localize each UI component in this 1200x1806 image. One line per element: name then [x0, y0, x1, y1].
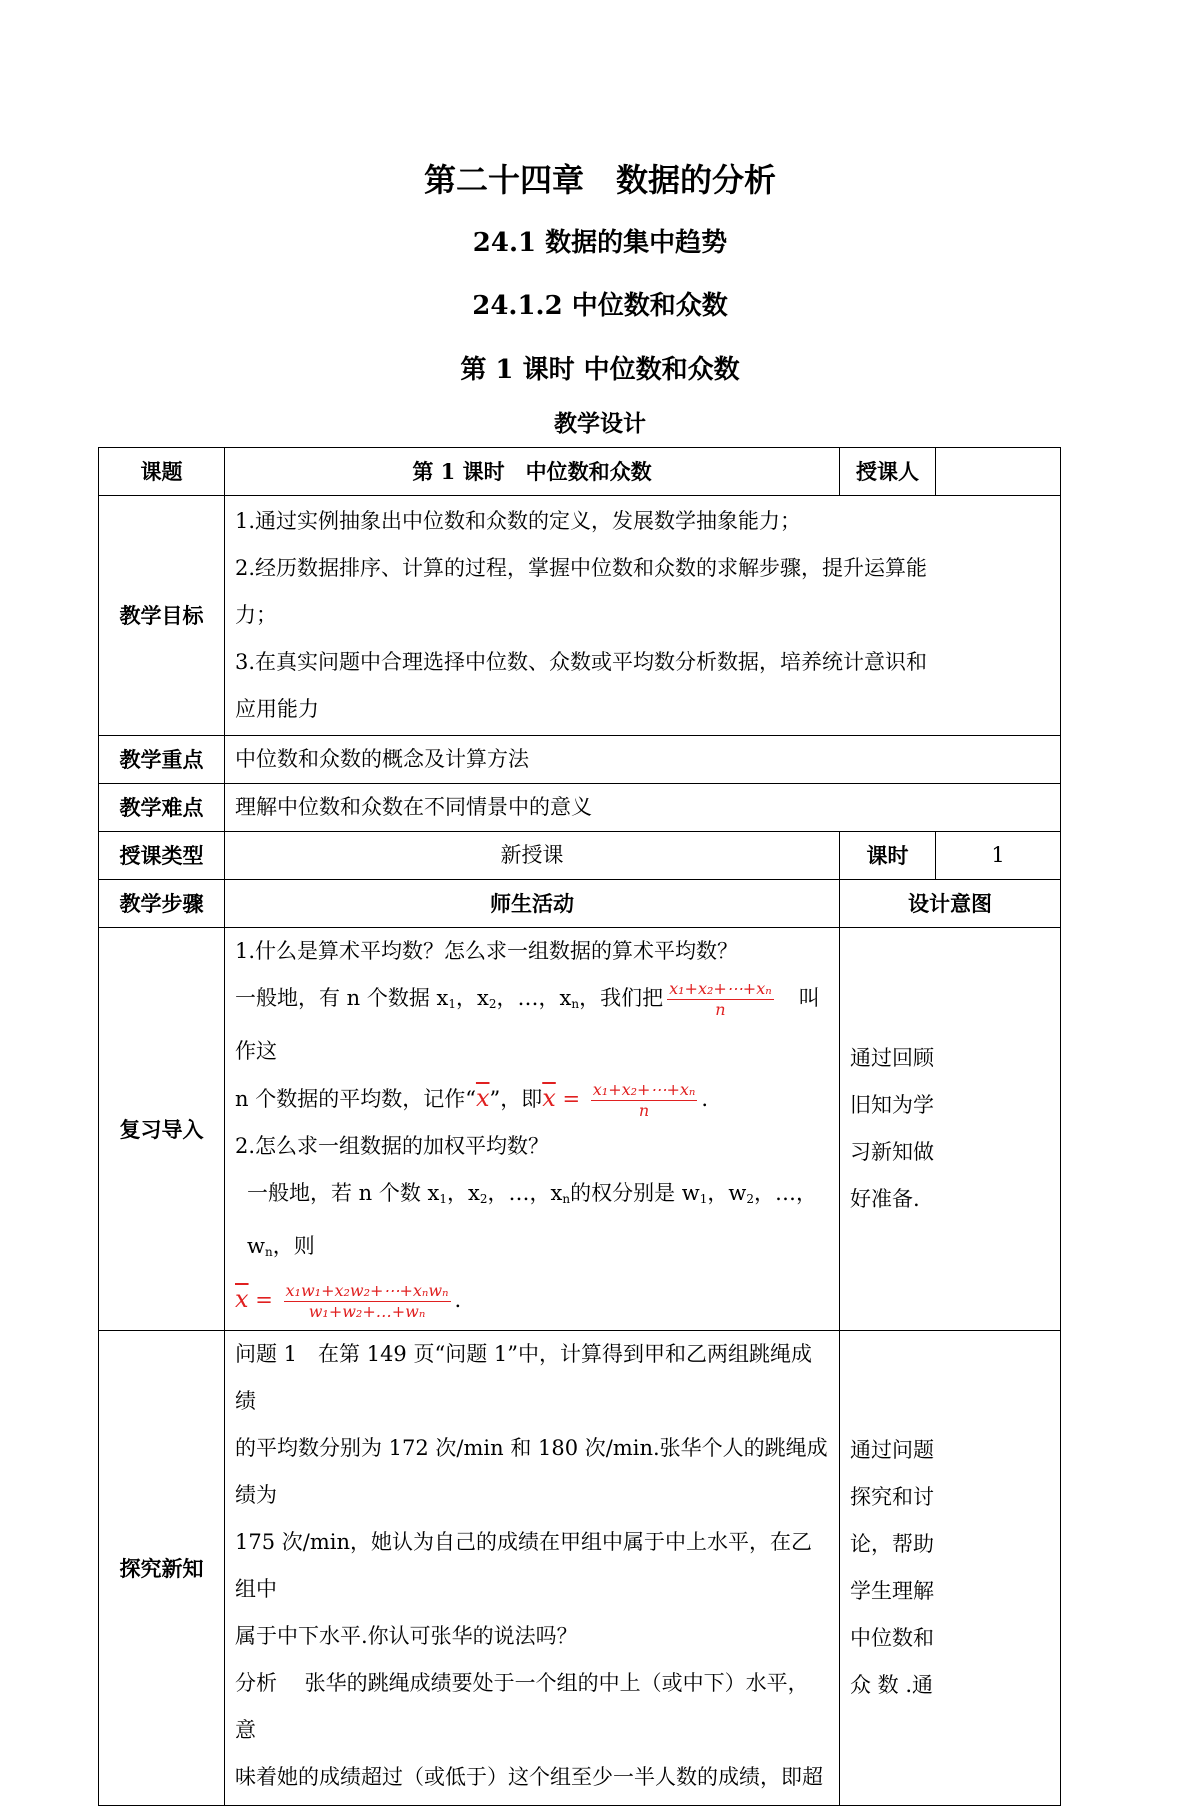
goals-label: 教学目标	[99, 496, 225, 736]
explore-line: 问题 1 在第 149 页“问题 1”中，计算得到甲和乙两组跳绳成绩	[235, 1342, 812, 1413]
type-row	[99, 832, 1061, 880]
topic-value: 第 1 课时 中位数和众数	[225, 448, 840, 496]
review-intent: 通过回顾 旧知为学 习新知做 好准备.	[840, 928, 1061, 1331]
mean-definition-line: 一般地，有 n 个数据 $x_1$，$x_2$，…，$x_n$，我们把 $\frac{\text{x₁+x₂+⋯+xₙ}}{n}$ 叫作这	[235, 979, 820, 1063]
explore-line: 属于中下水平.你认可张华的说法吗？	[235, 1624, 578, 1648]
review-row	[99, 928, 1061, 1331]
topic-row	[99, 448, 1061, 496]
review-question-1: 1.什么是算术平均数？怎么求一组数据的算术平均数？	[235, 939, 739, 963]
key-label: 教学重点	[99, 736, 225, 784]
explore-intent: 通过问题 探究和讨 论，帮助 学生理解 中位数和 众 数 .通	[840, 1331, 1061, 1806]
review-label: 复习导入	[99, 928, 225, 1331]
steps-label: 教学步骤	[99, 880, 225, 928]
lesson-plan-table	[98, 447, 1061, 1806]
difficulty-label: 教学难点	[99, 784, 225, 832]
teacher-label: 授课人	[840, 448, 936, 496]
section-title: 24.1 数据的集中趋势	[472, 228, 728, 258]
explore-line: 175 次/min，她认为自己的成绩在甲组中属于中上水平，在乙组中	[235, 1530, 812, 1601]
subsection-title: 24.1.2 中位数和众数	[472, 291, 728, 321]
chapter-title: 第二十四章 数据的分析	[423, 161, 776, 199]
explore-label: 探究新知	[99, 1331, 225, 1806]
mean-formula-2: $\frac{\text{x₁+x₂+⋯+xₙ}}{n}$	[592, 1080, 696, 1120]
hours-label: 课时	[840, 832, 936, 880]
lesson-title: 第 1 课时 中位数和众数	[460, 355, 740, 385]
mean-notation-line: n 个数据的平均数，记作“$\overline{x}$”，即$\overline{x}$ = $\frac{\text{x₁+x₂+⋯+xₙ}}{n}$ .	[235, 1080, 709, 1120]
goal-line: 力；	[235, 603, 277, 627]
goal-line: 2.经历数据排序、计算的过程，掌握中位数和众数的求解步骤，提升运算能	[235, 556, 928, 580]
x-bar-symbol: $\overline{x}$	[475, 1084, 490, 1112]
goal-line: 1.通过实例抽象出中位数和众数的定义，发展数学抽象能力；	[235, 509, 802, 533]
header-row	[99, 880, 1061, 928]
goal-line: 3.在真实问题中合理选择中位数、众数或平均数分析数据，培养统计意识和	[235, 650, 928, 674]
mean-formula: $\frac{\text{x₁+x₂+⋯+xₙ}}{n}$	[669, 979, 772, 1019]
goals-row	[99, 496, 1061, 736]
weighted-definition-line: 一般地，若 n 个数 $x_1$，$x_2$，…，$x_n$的权分别是 $w_1$，$w_2$，…，$w_n$，则	[247, 1181, 818, 1259]
review-content	[225, 928, 840, 1331]
difficulty-value: 理解中位数和众数在不同情景中的意义	[225, 784, 1061, 832]
difficulty-row	[99, 784, 1061, 832]
type-value: 新授课	[225, 832, 840, 880]
type-label: 授课类型	[99, 832, 225, 880]
weighted-formula-line: $\overline{x}$ = $\frac{\text{x₁w₁+x₂w₂+⋯+xₙwₙ}}{\text{w₁+w₂+…+wₙ}}$ .	[235, 1281, 462, 1321]
key-row	[99, 736, 1061, 784]
intent-label: 设计意图	[840, 880, 1061, 928]
explore-row	[99, 1331, 1061, 1806]
key-value: 中位数和众数的概念及计算方法	[225, 736, 1061, 784]
explore-line: 的平均数分别为 172 次/min 和 180 次/min.张华个人的跳绳成绩为	[235, 1436, 828, 1507]
activity-label: 师生活动	[225, 880, 840, 928]
explore-content	[225, 1331, 840, 1806]
review-question-2: 2.怎么求一组数据的加权平均数？	[235, 1134, 550, 1158]
hours-value: 1	[936, 832, 1061, 880]
goal-line: 应用能力	[235, 697, 319, 721]
explore-line: 分析 张华的跳绳成绩要处于一个组的中上（或中下）水平，意	[235, 1671, 809, 1742]
topic-label: 课题	[99, 448, 225, 496]
weighted-mean-formula: $\frac{\text{x₁w₁+x₂w₂+⋯+xₙwₙ}}{\text{w₁+w₂+…+wₙ}}$	[285, 1281, 449, 1321]
teacher-value	[936, 448, 1061, 496]
design-title: 教学设计	[554, 410, 646, 437]
explore-line: 味着她的成绩超过（或低于）这个组至少一半人数的成绩，即超	[235, 1765, 823, 1789]
goals-content	[225, 496, 1061, 736]
